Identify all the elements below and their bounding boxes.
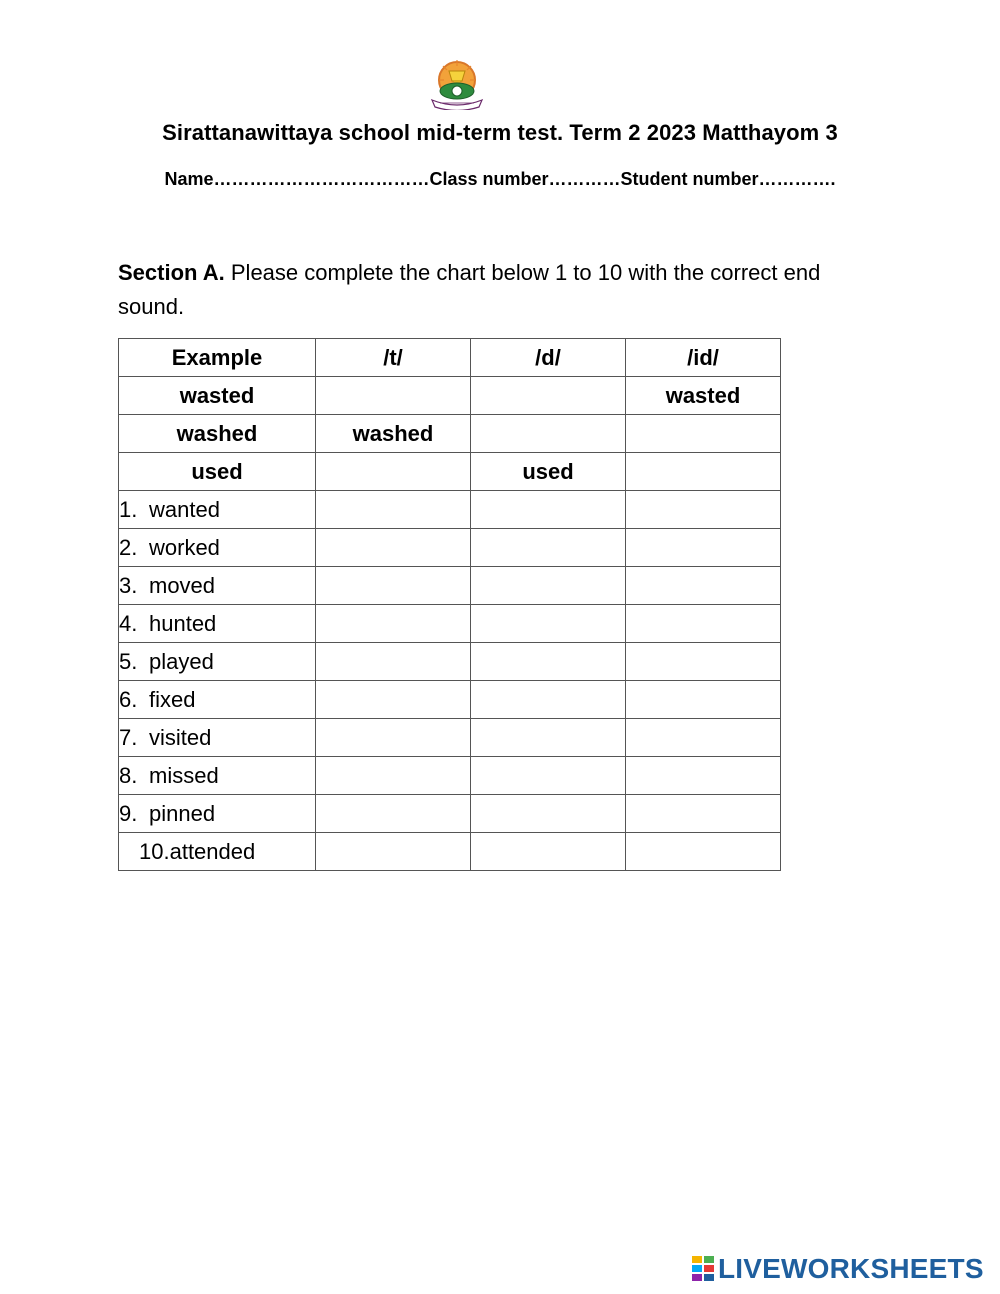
example-row bbox=[119, 453, 781, 491]
end-sound-chart bbox=[118, 338, 781, 871]
question-number: 6. bbox=[119, 686, 138, 712]
answer-cell-id[interactable] bbox=[626, 681, 781, 719]
example-word: used bbox=[119, 453, 316, 491]
answer-cell-d[interactable] bbox=[471, 719, 626, 757]
answer-cell-id[interactable] bbox=[626, 567, 781, 605]
question-row bbox=[119, 719, 781, 757]
question-verb: played bbox=[149, 648, 214, 674]
question-number: 3. bbox=[119, 572, 138, 598]
answer-cell-t[interactable] bbox=[316, 795, 471, 833]
answer-cell-d[interactable] bbox=[471, 757, 626, 795]
question-word bbox=[119, 833, 316, 871]
answer-cell-t[interactable] bbox=[316, 529, 471, 567]
answer-cell-id[interactable] bbox=[626, 491, 781, 529]
question-row bbox=[119, 795, 781, 833]
question-word bbox=[119, 643, 316, 681]
example-answer-d: used bbox=[471, 453, 626, 491]
answer-cell-d[interactable] bbox=[471, 795, 626, 833]
question-verb: wanted bbox=[149, 496, 220, 522]
answer-cell-t[interactable] bbox=[316, 757, 471, 795]
answer-cell-d[interactable] bbox=[471, 681, 626, 719]
question-number: 7. bbox=[119, 724, 138, 750]
question-word bbox=[119, 719, 316, 757]
answer-cell-t[interactable] bbox=[316, 491, 471, 529]
table-header-row bbox=[119, 339, 781, 377]
example-answer-id bbox=[626, 415, 781, 453]
example-answer-t bbox=[316, 453, 471, 491]
question-row bbox=[119, 643, 781, 681]
header-example: Example bbox=[119, 339, 316, 377]
question-row bbox=[119, 491, 781, 529]
question-verb: fixed bbox=[149, 686, 196, 712]
question-number: 10. bbox=[139, 838, 170, 864]
answer-cell-d[interactable] bbox=[471, 529, 626, 567]
question-verb: worked bbox=[149, 534, 220, 560]
answer-cell-d[interactable] bbox=[471, 567, 626, 605]
example-answer-d bbox=[471, 377, 626, 415]
example-row bbox=[119, 415, 781, 453]
question-row bbox=[119, 833, 781, 871]
question-verb: attended bbox=[169, 838, 256, 864]
answer-cell-id[interactable] bbox=[626, 757, 781, 795]
answer-cell-id[interactable] bbox=[626, 643, 781, 681]
answer-cell-t[interactable] bbox=[316, 833, 471, 871]
question-verb: moved bbox=[149, 572, 216, 598]
answer-cell-id[interactable] bbox=[626, 719, 781, 757]
question-row bbox=[119, 529, 781, 567]
question-row bbox=[119, 567, 781, 605]
section-label: Section A. bbox=[118, 260, 225, 285]
example-word: wasted bbox=[119, 377, 316, 415]
question-number: 8. bbox=[119, 762, 138, 788]
answer-cell-t[interactable] bbox=[316, 681, 471, 719]
question-word bbox=[119, 567, 316, 605]
question-number: 5. bbox=[119, 648, 138, 674]
example-row bbox=[119, 377, 781, 415]
question-number: 1. bbox=[119, 496, 138, 522]
question-verb: missed bbox=[149, 762, 219, 788]
question-verb: hunted bbox=[149, 610, 217, 636]
question-word bbox=[119, 795, 316, 833]
answer-cell-id[interactable] bbox=[626, 833, 781, 871]
section-text: Please complete the chart below 1 to 10 with the correct end sound. bbox=[118, 260, 821, 319]
answer-cell-d[interactable] bbox=[471, 491, 626, 529]
example-answer-t: washed bbox=[316, 415, 471, 453]
question-verb: pinned bbox=[149, 800, 216, 826]
answer-cell-d[interactable] bbox=[471, 605, 626, 643]
example-answer-t bbox=[316, 377, 471, 415]
question-row bbox=[119, 757, 781, 795]
brand-name: LIVEWORKSHEETS bbox=[718, 1253, 984, 1284]
question-number: 4. bbox=[119, 610, 138, 636]
question-number: 9. bbox=[119, 800, 138, 826]
question-row bbox=[119, 605, 781, 643]
page-title: Sirattanawittaya school mid-term test. Term 2 2023 Matthayom 3 bbox=[162, 120, 838, 145]
header-t-sound: /t/ bbox=[316, 339, 471, 377]
question-number: 2. bbox=[119, 534, 138, 560]
example-answer-id bbox=[626, 453, 781, 491]
question-word bbox=[119, 491, 316, 529]
answer-cell-id[interactable] bbox=[626, 529, 781, 567]
header-id-sound: /id/ bbox=[626, 339, 781, 377]
question-word bbox=[119, 605, 316, 643]
example-word: washed bbox=[119, 415, 316, 453]
example-answer-d bbox=[471, 415, 626, 453]
question-verb: visited bbox=[149, 724, 212, 750]
answer-cell-d[interactable] bbox=[471, 833, 626, 871]
answer-cell-t[interactable] bbox=[316, 719, 471, 757]
question-word bbox=[119, 681, 316, 719]
answer-cell-id[interactable] bbox=[626, 795, 781, 833]
liveworksheets-brand[interactable] bbox=[692, 1254, 984, 1284]
answer-cell-d[interactable] bbox=[471, 643, 626, 681]
question-word bbox=[119, 529, 316, 567]
answer-cell-t[interactable] bbox=[316, 643, 471, 681]
question-row bbox=[119, 681, 781, 719]
school-emblem-logo bbox=[428, 58, 486, 110]
header-d-sound: /d/ bbox=[471, 339, 626, 377]
student-info-line: Name………………………………Class number…………Student number…………. bbox=[164, 169, 836, 189]
example-answer-id: wasted bbox=[626, 377, 781, 415]
answer-cell-t[interactable] bbox=[316, 605, 471, 643]
liveworksheets-logo-icon bbox=[692, 1256, 714, 1282]
answer-cell-id[interactable] bbox=[626, 605, 781, 643]
answer-cell-t[interactable] bbox=[316, 567, 471, 605]
section-a-instruction bbox=[118, 256, 858, 324]
question-word bbox=[119, 757, 316, 795]
